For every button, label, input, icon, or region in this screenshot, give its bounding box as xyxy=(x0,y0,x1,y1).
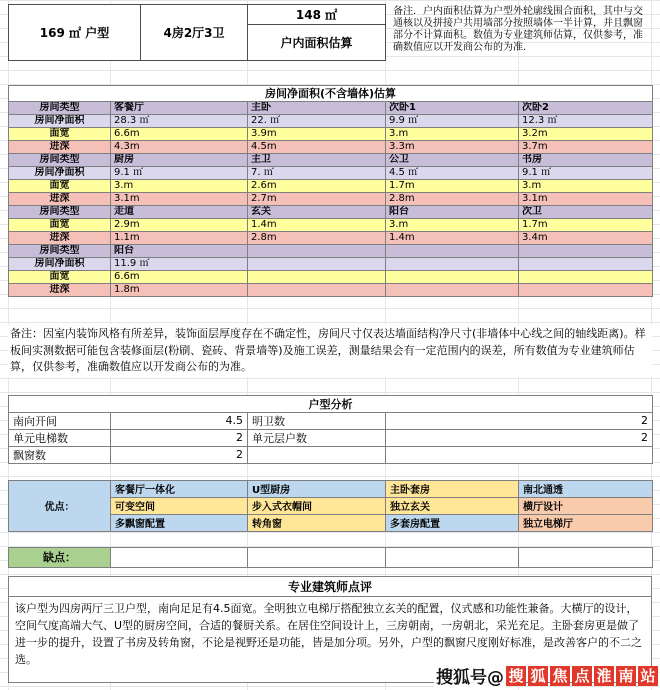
analysis-value: 4.5 xyxy=(111,412,248,429)
room-cell: 22. ㎡ xyxy=(248,115,386,128)
room-cell: 2.7m xyxy=(248,193,386,206)
room-cell: 9.1 ㎡ xyxy=(519,167,653,180)
room-row-label: 面宽 xyxy=(9,219,111,232)
room-row xyxy=(9,167,653,180)
room-row-label: 房间净面积 xyxy=(9,115,111,128)
analysis-value: 2 xyxy=(386,429,653,446)
analysis-row xyxy=(9,412,653,429)
room-cell xyxy=(386,284,519,297)
room-row-label: 面宽 xyxy=(9,128,111,141)
room-row xyxy=(9,284,653,297)
room-cell: 9.9 ㎡ xyxy=(386,115,519,128)
room-cell: 2.8m xyxy=(386,193,519,206)
room-cell: 厨房 xyxy=(111,154,248,167)
analysis-label: 明卫数 xyxy=(248,412,386,429)
room-cell: 3.m xyxy=(111,180,248,193)
room-row-label: 房间净面积 xyxy=(9,258,111,271)
pros-cell: 客餐厅一体化 xyxy=(111,480,248,497)
watermark-char: 淮 xyxy=(594,666,614,686)
room-cell: 4.5m xyxy=(248,141,386,154)
analysis-title-row xyxy=(9,395,653,412)
room-cell xyxy=(519,271,653,284)
watermark-name-chips xyxy=(506,666,658,686)
room-cell: 玄关 xyxy=(248,206,386,219)
cons-empty-cell xyxy=(386,547,519,567)
room-row xyxy=(9,180,653,193)
room-cell: 书房 xyxy=(519,154,653,167)
cons-label: 缺点： xyxy=(9,547,111,567)
room-row xyxy=(9,219,653,232)
pros-cell: 独立电梯厅 xyxy=(519,514,653,531)
room-cell: 客餐厅 xyxy=(111,102,248,115)
room-cell: 12.3 ㎡ xyxy=(519,115,653,128)
pros-row xyxy=(9,480,653,497)
room-row-label: 房间类型 xyxy=(9,245,111,258)
room-row-label: 进深 xyxy=(9,232,111,245)
room-row-label: 面宽 xyxy=(9,180,111,193)
analysis-value: 2 xyxy=(386,412,653,429)
room-cell: 28.3 ㎡ xyxy=(111,115,248,128)
analysis-label xyxy=(248,446,386,463)
room-cell xyxy=(386,245,519,258)
room-row xyxy=(9,102,653,115)
pros-cell: 可变空间 xyxy=(111,497,248,514)
pros-cell: 主卧套房 xyxy=(386,480,519,497)
room-cell: 1.8m xyxy=(111,284,248,297)
pros-label: 优点： xyxy=(9,480,111,531)
analysis-row xyxy=(9,429,653,446)
room-cell: 1.4m xyxy=(386,232,519,245)
room-cell xyxy=(248,258,386,271)
cons-table xyxy=(8,547,653,568)
room-cell: 2.8m xyxy=(248,232,386,245)
review-text: 该户型为四房两厅三卫户型，南向足足有4.5面宽。全明独立电梯厅搭配独立玄关的配置，仪式感和功能性兼备。大横厅的设计，空间气度高端大气、U型的厨房空间，合适的餐厨关系。在居住空间设计上，三房朝南，一房朝北，采光充足。主卧套房更是做了进一步的提升，设置了书房及转角窗，不论是视野还是功能，皆是加分项。另外，户型的飘窗尺度刚好标准，是改善客户的不二之选。 xyxy=(9,596,652,682)
room-row xyxy=(9,245,653,258)
measurement-note: 备注：因室内装饰风格有所差异，装饰面层厚度存在不确定性，房间尺寸仅表达墙面结构净尺寸(非墙体中心线之间的轴线距离)。样板间实测数据可能包含装修面层(粉刷、瓷砖、背景墙等)及施工误差，测量结果会有一定范围内的误差，所有数值为专业建筑师估算，仅供参考，准确数值应以开发商公布的为准。 xyxy=(8,325,652,377)
room-cell: 3.9m xyxy=(248,128,386,141)
watermark-char: 南 xyxy=(616,666,636,686)
header-note: 备注．户内面积估算为户型外轮廓线围合面积，其中与交通核以及拼接户共用墙部分按照墙体一半计算，并且飘窗部分不计算面积。数值为专业建筑师估算，仅供参考，准确数值应以开发商公布的为准. xyxy=(393,5,643,53)
analysis-table xyxy=(8,395,653,464)
room-row-label: 房间类型 xyxy=(9,206,111,219)
room-cell xyxy=(386,258,519,271)
room-cell: 11.9 ㎡ xyxy=(111,258,248,271)
analysis-row xyxy=(9,446,653,463)
room-row xyxy=(9,128,653,141)
spacer xyxy=(8,464,652,480)
analysis-label: 单元电梯数 xyxy=(9,429,111,446)
room-row-label: 进深 xyxy=(9,284,111,297)
room-row xyxy=(9,141,653,154)
watermark-char: 点 xyxy=(572,666,592,686)
room-table-title-row xyxy=(9,86,653,102)
spacer xyxy=(8,532,652,547)
unit-layout-cell: 4房2厅3卫 xyxy=(141,5,248,61)
room-row xyxy=(9,154,653,167)
sohu-watermark xyxy=(434,663,658,688)
indoor-area-value: 148 ㎡ xyxy=(248,5,386,25)
room-row xyxy=(9,271,653,284)
room-cell: 7. ㎡ xyxy=(248,167,386,180)
room-cell: 3.1m xyxy=(519,193,653,206)
room-cell: 走道 xyxy=(111,206,248,219)
analysis-value: 2 xyxy=(111,429,248,446)
room-cell: 3.m xyxy=(386,219,519,232)
pros-cell: 多飘窗配置 xyxy=(111,514,248,531)
analysis-value: 2 xyxy=(111,446,248,463)
room-row-label: 进深 xyxy=(9,193,111,206)
pros-body xyxy=(9,480,653,531)
room-cell xyxy=(519,245,653,258)
room-cell: 公卫 xyxy=(386,154,519,167)
room-cell: 次卫 xyxy=(519,206,653,219)
room-cell: 1.1m xyxy=(111,232,248,245)
review-title: 专业建筑师点评 xyxy=(9,576,652,596)
pros-table xyxy=(8,480,653,532)
watermark-prefix: 搜狐号@ xyxy=(434,663,506,688)
pros-cell: 转角窗 xyxy=(248,514,386,531)
room-row-label: 进深 xyxy=(9,141,111,154)
room-cell: 3.m xyxy=(519,180,653,193)
room-cell: 1.7m xyxy=(519,219,653,232)
unit-area-cell: 169 ㎡ 户型 xyxy=(9,5,141,61)
room-cell xyxy=(248,245,386,258)
room-cell: 4.3m xyxy=(111,141,248,154)
watermark-char: 搜 xyxy=(506,666,526,686)
room-cell: 1.7m xyxy=(386,180,519,193)
watermark-char: 狐 xyxy=(528,666,548,686)
room-cell: 1.4m xyxy=(248,219,386,232)
spacer xyxy=(8,568,652,576)
room-area-table xyxy=(8,85,653,297)
pros-cell: 南北通透 xyxy=(519,480,653,497)
room-row-label: 房间净面积 xyxy=(9,167,111,180)
analysis-body xyxy=(9,395,653,463)
pros-cell: 独立玄关 xyxy=(386,497,519,514)
cons-empty-cell xyxy=(248,547,386,567)
pros-cell: U型厨房 xyxy=(248,480,386,497)
room-cell: 3.4m xyxy=(519,232,653,245)
room-cell xyxy=(519,258,653,271)
room-cell: 3.1m xyxy=(111,193,248,206)
room-cell xyxy=(248,271,386,284)
room-row xyxy=(9,206,653,219)
room-row-label: 房间类型 xyxy=(9,154,111,167)
room-row xyxy=(9,193,653,206)
room-cell: 3.7m xyxy=(519,141,653,154)
room-cell: 阳台 xyxy=(111,245,248,258)
room-cell: 3.3m xyxy=(386,141,519,154)
cons-empty-cell xyxy=(111,547,248,567)
header-table xyxy=(8,4,653,61)
room-cell: 6.6m xyxy=(111,128,248,141)
room-cell: 3.2m xyxy=(519,128,653,141)
room-table-body xyxy=(9,86,653,297)
watermark-char: 站 xyxy=(638,666,658,686)
room-row-label: 房间类型 xyxy=(9,102,111,115)
room-row xyxy=(9,115,653,128)
room-table-title: 房间净面积(不含墙体)估算 xyxy=(9,86,653,102)
room-cell: 9.1 ㎡ xyxy=(111,167,248,180)
room-cell: 次卧1 xyxy=(386,102,519,115)
analysis-label: 飘窗数 xyxy=(9,446,111,463)
watermark-char: 焦 xyxy=(550,666,570,686)
cons-empty-cell xyxy=(519,547,653,567)
sheet-content xyxy=(8,4,652,683)
spacer xyxy=(8,377,652,395)
indoor-area-label: 户内面积估算 xyxy=(248,25,386,61)
analysis-label: 南向开间 xyxy=(9,412,111,429)
room-row xyxy=(9,232,653,245)
pros-cell: 步入式衣帽间 xyxy=(248,497,386,514)
room-cell: 2.6m xyxy=(248,180,386,193)
room-cell: 主卫 xyxy=(248,154,386,167)
room-cell: 阳台 xyxy=(386,206,519,219)
room-row xyxy=(9,258,653,271)
room-cell: 6.6m xyxy=(111,271,248,284)
pros-cell: 横厅设计 xyxy=(519,497,653,514)
spacer xyxy=(8,297,652,325)
room-cell: 4.5 ㎡ xyxy=(386,167,519,180)
room-cell xyxy=(386,271,519,284)
cons-row xyxy=(9,547,653,567)
spacer xyxy=(8,61,652,85)
pros-cell: 多套房配置 xyxy=(386,514,519,531)
room-row-label: 面宽 xyxy=(9,271,111,284)
analysis-title: 户型分析 xyxy=(9,395,653,412)
room-cell: 3.m xyxy=(386,128,519,141)
room-cell: 次卧2 xyxy=(519,102,653,115)
room-cell: 主卧 xyxy=(248,102,386,115)
analysis-label: 单元层户数 xyxy=(248,429,386,446)
room-cell xyxy=(248,284,386,297)
room-cell xyxy=(519,284,653,297)
room-cell: 2.9m xyxy=(111,219,248,232)
analysis-value xyxy=(386,446,653,463)
